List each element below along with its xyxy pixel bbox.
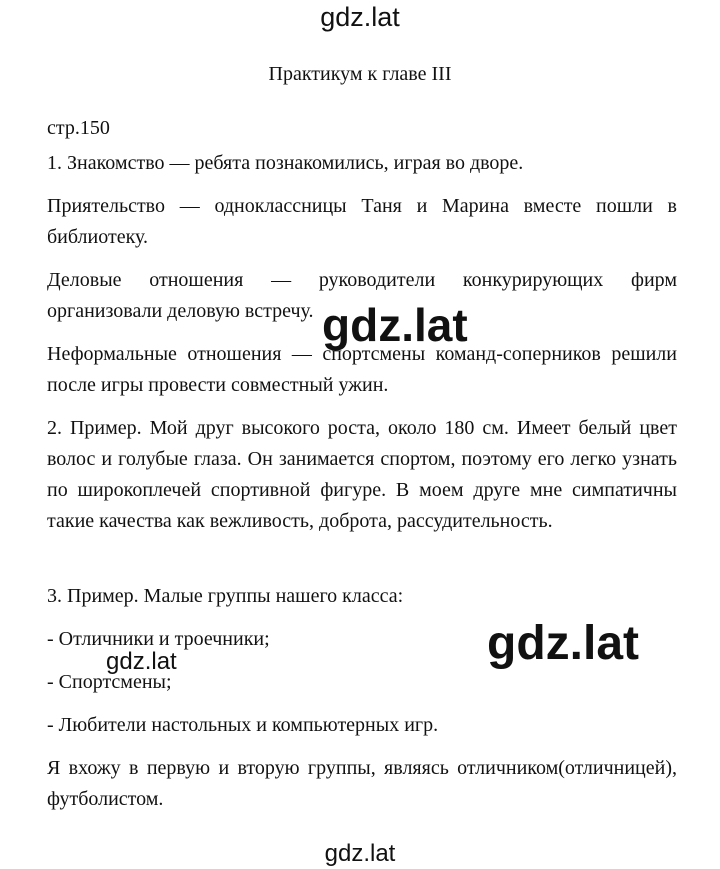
list-item-1: - Отличники и троечники; — [47, 628, 270, 650]
paragraph-2: Приятельство — одноклассницы Таня и Марина вместе пошли в библиотеку. — [47, 195, 677, 248]
paragraph-6: 3. Пример. Малые группы нашего класса: — [47, 585, 404, 607]
paragraph-5: 2. Пример. Мой друг высокого роста, около 180 см. Имеет белый цвет волос и голубые глаза. Он занимается спортом, поэтому его легко узнать по широкоплечей спортивной фигуре. В моем друге мне симпатичны такие качества как вежливость, доброта, рассудительность. — [47, 417, 677, 532]
paragraph-4: Неформальные отношения — спортсмены команд-соперников решили после игры провести совместный ужин. — [47, 343, 677, 396]
watermark-middle: gdz.lat — [322, 299, 468, 351]
watermark-bottom: gdz.lat — [324, 840, 396, 867]
paragraph-3: Деловые отношения — руководители конкурирующих фирм организовали деловую встречу. — [47, 269, 677, 322]
page-title: Практикум к главе III — [268, 63, 452, 85]
watermark-right: gdz.lat — [487, 617, 639, 670]
list-item-2: - Спортсмены; — [47, 671, 172, 693]
watermark-left: gdz.lat — [106, 648, 177, 675]
page-reference: стр.150 — [47, 117, 110, 139]
paragraph-7: Я вхожу в первую и вторую группы, являясь отличником(отличницей), футболистом. — [47, 757, 677, 810]
list-item-3: - Любители настольных и компьютерных игр. — [47, 714, 439, 736]
watermark-top: gdz.lat — [320, 2, 400, 32]
paragraph-1: 1. Знакомство — ребята познакомились, играя во дворе. — [47, 152, 524, 174]
